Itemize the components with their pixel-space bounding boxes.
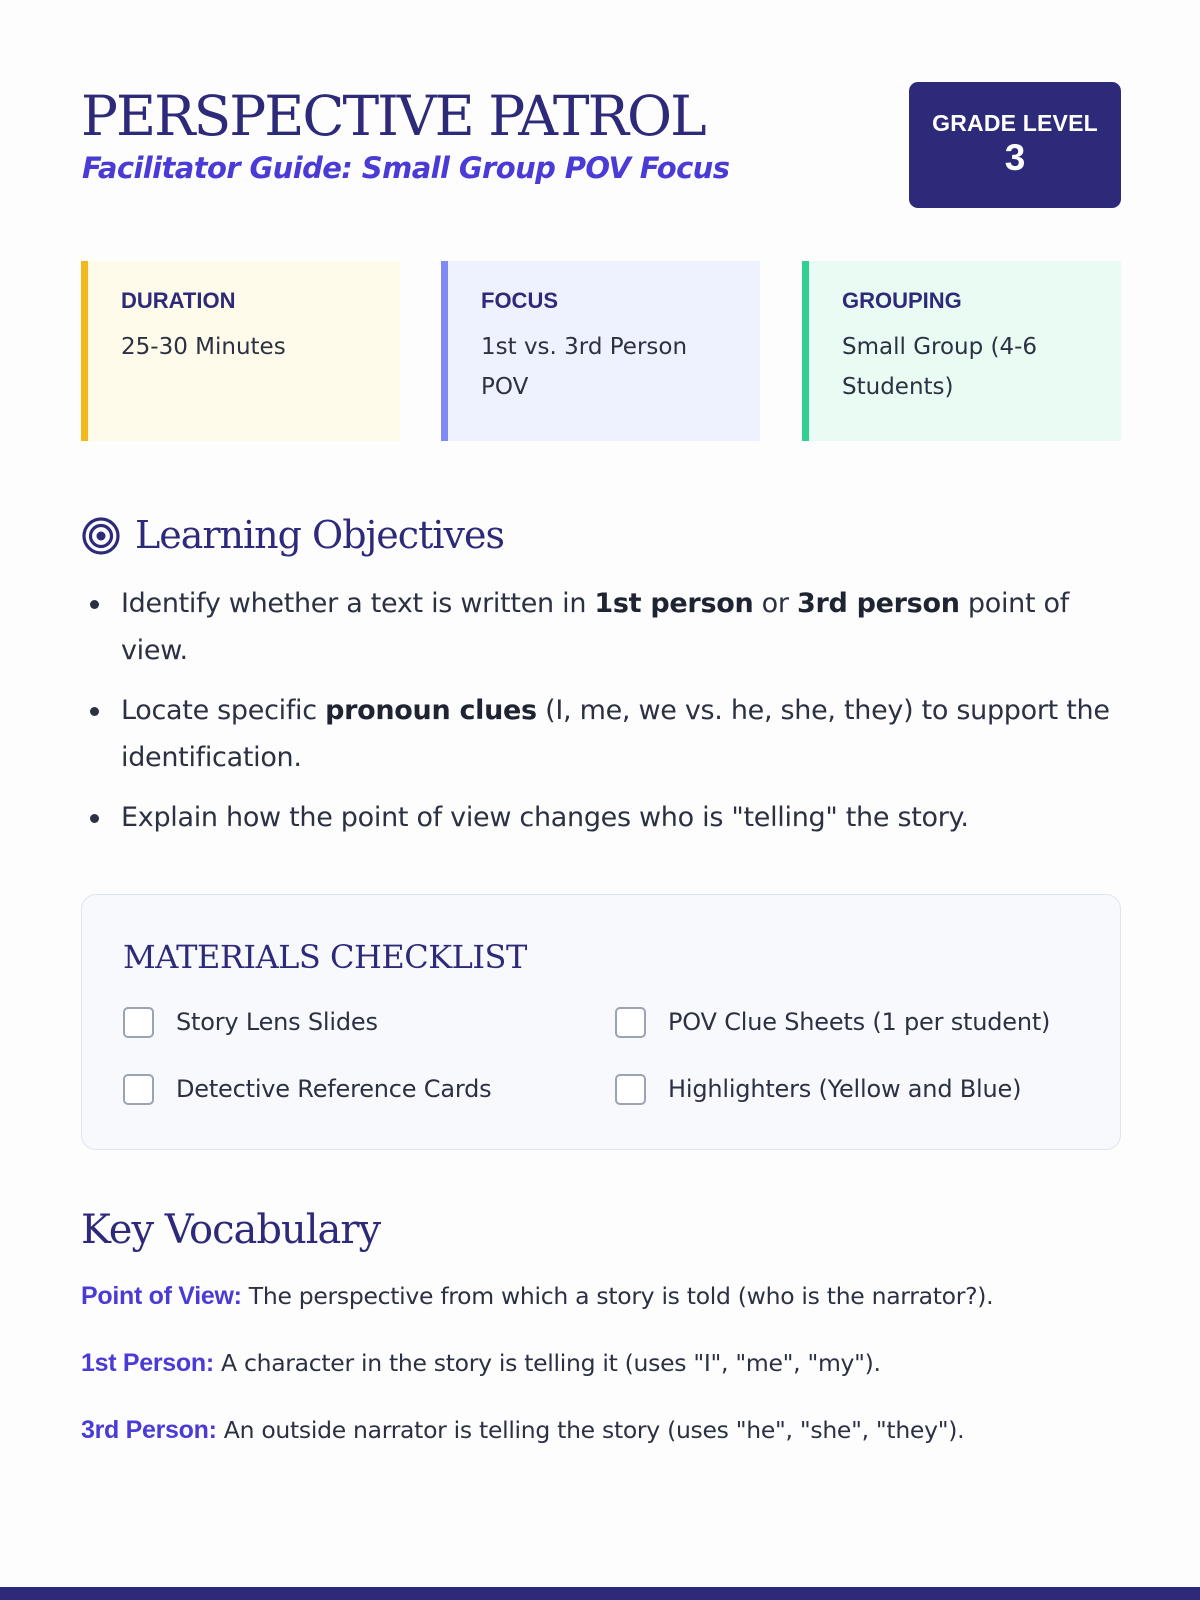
vocabulary-item: [81, 1411, 1121, 1449]
objective-item: [81, 687, 1121, 781]
grade-level-label: GRADE LEVEL: [932, 110, 1098, 136]
vocabulary-term: 3rd Person:: [81, 1416, 217, 1444]
objective-keyword: pronoun clues: [325, 695, 537, 726]
checklist-item[interactable]: [615, 1005, 1050, 1039]
checklist-item-label: Story Lens Slides: [176, 1008, 378, 1036]
objective-item: [81, 580, 1121, 674]
checklist-item[interactable]: [615, 1072, 1021, 1106]
card-value: 25-30 Minutes: [121, 334, 286, 360]
objective-keyword: 3rd person: [796, 588, 960, 619]
checklist-item-label: Detective Reference Cards: [176, 1075, 492, 1103]
footer-bar: [0, 1587, 1200, 1600]
checkbox[interactable]: [615, 1074, 646, 1105]
objectives-list: [81, 580, 1121, 854]
checklist-item[interactable]: [123, 1005, 378, 1039]
objective-text: point of view.: [121, 588, 1069, 666]
vocabulary-list: [81, 1277, 1121, 1478]
guide-header: [81, 82, 1121, 212]
vocabulary-item: [81, 1344, 1121, 1382]
duration-card: [81, 261, 400, 441]
objective-item: [81, 794, 1121, 841]
materials-checklist-heading: MATERIALS CHECKLIST: [123, 938, 527, 976]
focus-card: [441, 261, 760, 441]
checkbox[interactable]: [123, 1007, 154, 1038]
grouping-card: [802, 261, 1121, 441]
checklist-item-label: Highlighters (Yellow and Blue): [668, 1075, 1022, 1103]
materials-checklist: [81, 894, 1121, 1150]
objective-text: Explain how the point of view changes who is "telling" the story.: [121, 802, 969, 833]
page-subtitle: Facilitator Guide: Small Group POV Focus: [82, 151, 730, 185]
card-label: DURATION: [121, 288, 236, 313]
learning-objectives-heading-text: Learning Objectives: [135, 513, 504, 557]
learning-objectives-heading: [81, 510, 504, 560]
card-label: GROUPING: [842, 288, 962, 313]
objective-text: or: [753, 588, 797, 619]
info-cards: [81, 261, 1121, 441]
checklist-item[interactable]: [123, 1072, 491, 1106]
objective-text: Locate specific: [121, 695, 326, 726]
vocabulary-term: Point of View:: [81, 1282, 242, 1310]
checkbox[interactable]: [615, 1007, 646, 1038]
page-title: PERSPECTIVE PATROL: [81, 84, 705, 148]
vocabulary-definition: An outside narrator is telling the story (uses "he", "she", "they").: [216, 1416, 965, 1444]
objective-text: (I, me, we vs. he, she, they) to support the identification.: [121, 695, 1110, 773]
key-vocabulary-heading: Key Vocabulary: [81, 1207, 381, 1253]
vocabulary-item: [81, 1277, 1121, 1315]
grade-level-badge: [909, 82, 1121, 208]
card-value: 1st vs. 3rd Person POV: [481, 334, 688, 400]
card-value: Small Group (4-6 Students): [842, 334, 1038, 400]
objective-keyword: 1st person: [594, 588, 754, 619]
objective-text: Identify whether a text is written in: [121, 588, 595, 619]
checkbox[interactable]: [123, 1074, 154, 1105]
grade-level-value: 3: [1004, 137, 1026, 178]
card-label: FOCUS: [481, 288, 558, 313]
vocabulary-definition: A character in the story is telling it (uses "I", "me", "my").: [213, 1349, 881, 1377]
target-icon: [81, 516, 121, 556]
vocabulary-term: 1st Person:: [81, 1349, 214, 1377]
vocabulary-definition: The perspective from which a story is told (who is the narrator?).: [241, 1282, 994, 1310]
checklist-item-label: POV Clue Sheets (1 per student): [668, 1008, 1051, 1036]
